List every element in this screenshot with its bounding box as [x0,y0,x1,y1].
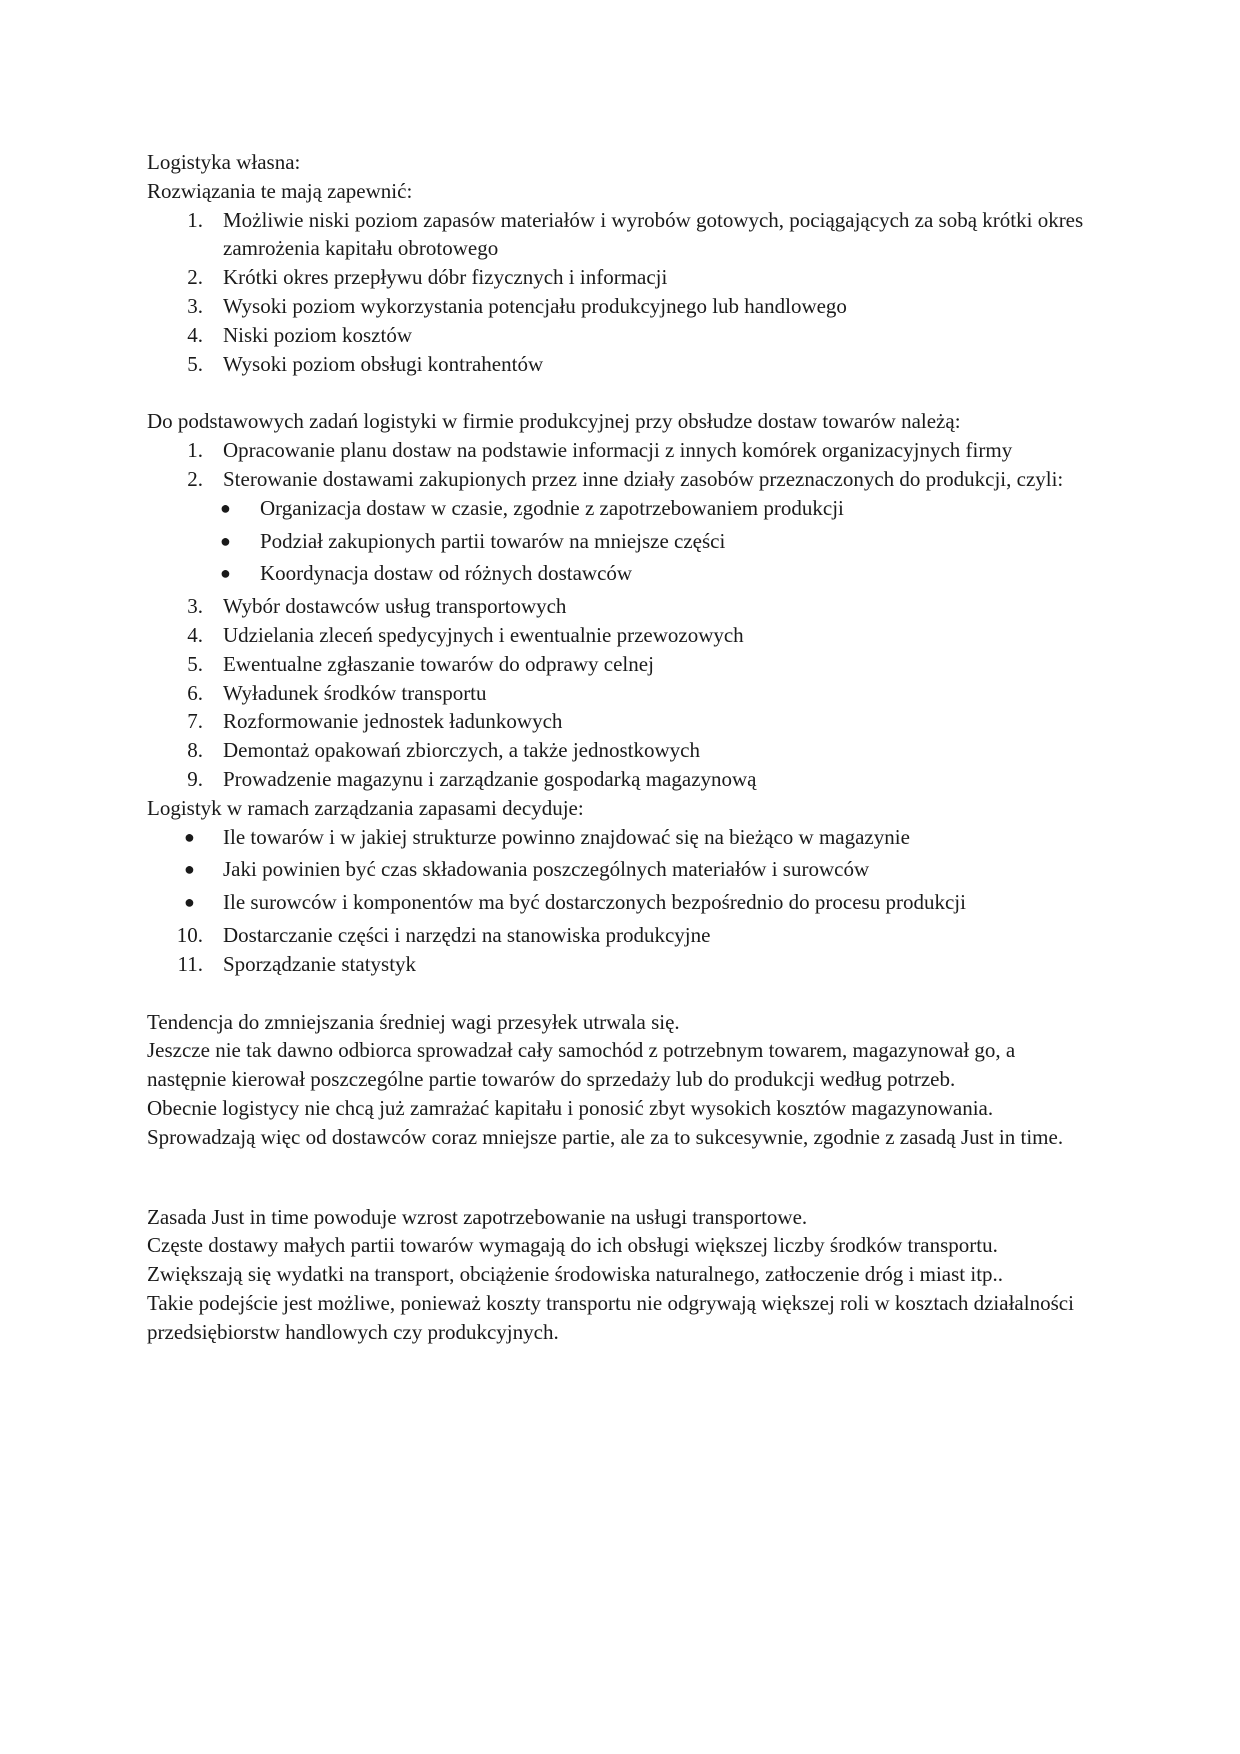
list-item: ● Jaki powinien być czas składowania poszczególnych materiałów i surowców [147,855,1087,884]
bullet-icon: ● [184,892,195,913]
list-item: 1. Możliwie niski poziom zapasów materiałów i wyrobów gotowych, pociągających za sobą krótki okres zamrożenia kapitału obrotowego [187,207,1084,261]
paragraph: Takie podejście jest możliwe, ponieważ koszty transportu nie odgrywają większej roli w kosztach działalności przedsiębiorstw handlowych czy produkcyjnych. [147,1290,1074,1344]
section1-intro: Rozwiązania te mają zapewnić: [147,178,413,203]
list-item: 2. Krótki okres przepływu dóbr fizycznych i informacji [187,265,668,290]
paragraph: Zwiększają się wydatki na transport, obciążenie środowiska naturalnego, zatłoczenie dróg i miast itp.. [147,1262,1004,1287]
list-item: 8. Demontaż opakowań zbiorczych, a także jednostkowych [187,738,700,763]
list-item: 2. Sterowanie dostawami zakupionych przez inne działy zasobów przeznaczonych do produkcji, czyli: [187,466,1064,491]
bullet-icon: ● [220,497,231,518]
list-item: 5. Wysoki poziom obsługi kontrahentów [187,351,544,376]
document-page [147,148,1087,1346]
paragraph: Jeszcze nie tak dawno odbiorca sprowadzał cały samochód z potrzebnym towarem, magazynował go, a następnie kierował poszczególne partie towarów do sprzedaży lub do produkcji według potrzeb. [147,1038,1016,1092]
paragraph: Obecnie logistycy nie chcą już zamrażać kapitału i ponosić zbyt wysokich kosztów magazynowania. Sprowadzają więc od dostawców coraz mniejsze partie, ale za to sukcesywnie, zgodnie z zasadą Just in time. [147,1095,1064,1149]
spacer [147,378,1087,407]
list-item: 5. Ewentualne zgłaszanie towarów do odprawy celnej [187,651,654,676]
paragraph: Tendencja do zmniejszania średniej wagi przesyłek utrwala się. [147,1009,680,1034]
list-item: ● Organizacja dostaw w czasie, zgodnie z zapotrzebowaniem produkcji [147,494,1087,523]
section1-list [147,206,1087,379]
bullet-icon: ● [220,563,231,584]
list-item: 1. Opracowanie planu dostaw na podstawie informacji z innych komórek organizacyjnych firmy [187,438,1013,463]
list-item: 3. Wysoki poziom wykorzystania potencjału produkcyjnego lub handlowego [187,293,847,318]
inventory-intro: Logistyk w ramach zarządzania zapasami decyduje: [147,795,584,820]
spacer [147,1152,1087,1181]
list-item: 4. Niski poziom kosztów [187,322,412,347]
list-item: 6. Wyładunek środków transportu [187,680,487,705]
section2-list-final [147,921,1087,979]
section2-intro: Do podstawowych zadań logistyki w firmie produkcyjnej przy obsłudze dostaw towarów należą: [147,409,961,434]
list-item: 3. Wybór dostawców usług transportowych [187,594,567,619]
section2-list-continued [147,592,1087,794]
section2-sublist [147,494,1087,588]
list-item: 4. Udzielania zleceń spedycyjnych i ewentualnie przewozowych [187,622,744,647]
section2-list [147,436,1087,494]
list-item: 10. Dostarczanie części i narzędzi na stanowiska produkcyjne [176,922,711,947]
list-item: 9. Prowadzenie magazynu i zarządzanie gospodarką magazynową [187,766,757,791]
paragraph: Częste dostawy małych partii towarów wymagają do ich obsługi większej liczby środków transportu. [147,1233,998,1258]
spacer [147,979,1087,1008]
bullet-icon: ● [184,826,195,847]
list-item: 11. Sporządzanie statystyk [177,951,417,976]
list-item: ● Ile towarów i w jakiej strukturze powinno znajdować się na bieżąco w magazynie [147,823,1087,852]
inventory-bullets [147,823,1087,917]
list-item: ● Koordynacja dostaw od różnych dostawców [147,559,1087,588]
spacer [147,1181,1087,1203]
bullet-icon: ● [220,530,231,551]
list-item: 7. Rozformowanie jednostek ładunkowych [187,709,563,734]
section1-heading: Logistyka własna: [147,150,301,174]
paragraph: Zasada Just in time powoduje wzrost zapotrzebowanie na usługi transportowe. [147,1204,808,1229]
list-item: ● Podział zakupionych partii towarów na mniejsze części [147,527,1087,556]
bullet-icon: ● [184,859,195,880]
list-item: ● Ile surowców i komponentów ma być dostarczonych bezpośrednio do procesu produkcji [147,888,1087,917]
